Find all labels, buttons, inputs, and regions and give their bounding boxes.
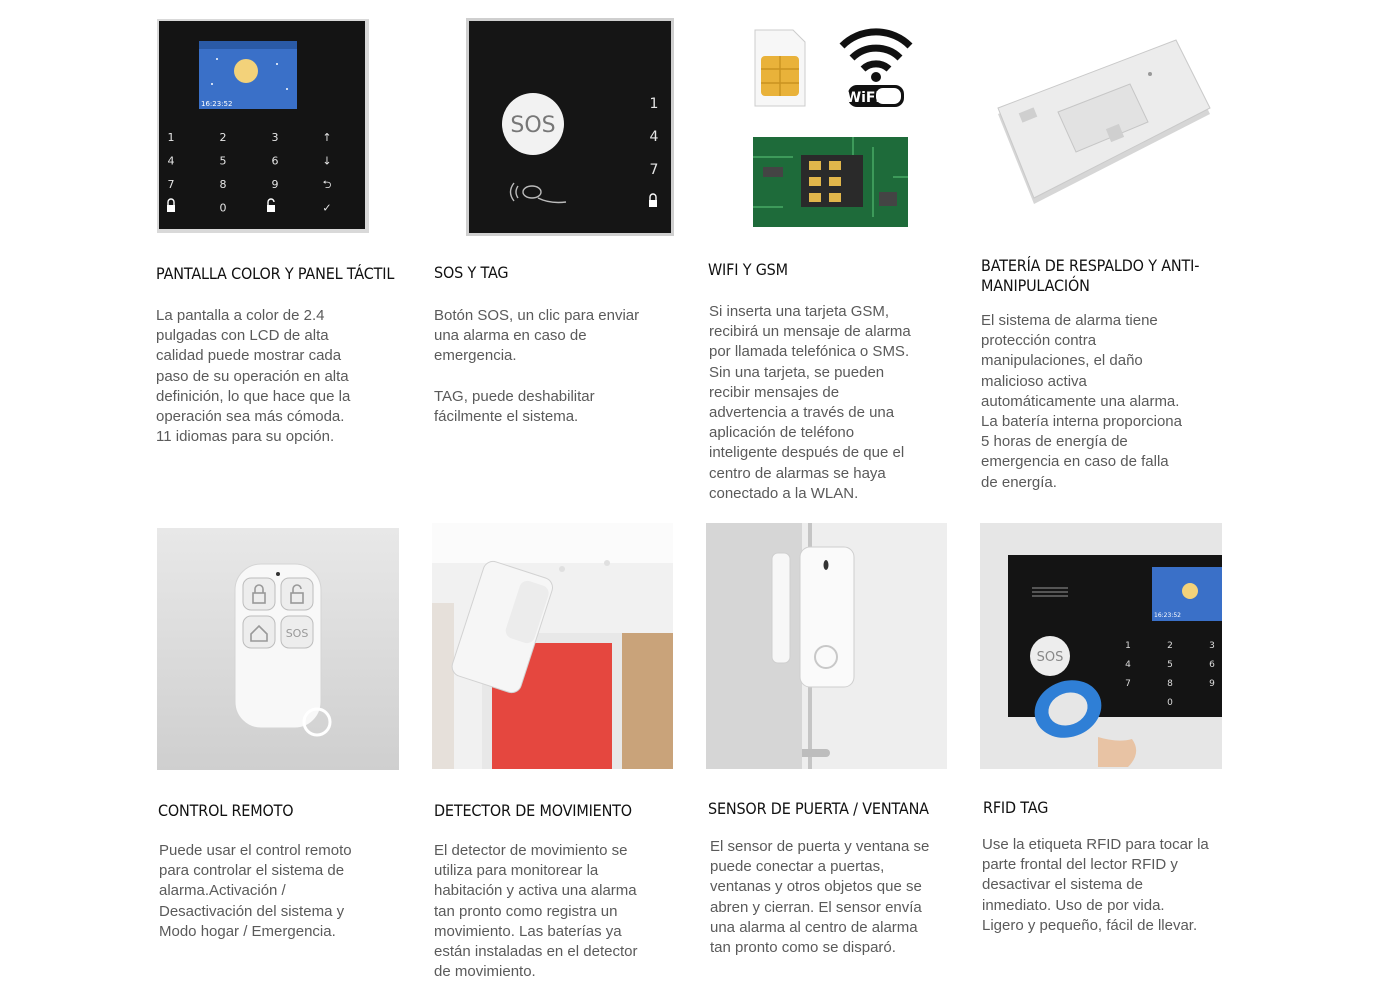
feature-description: El detector de movimiento se utiliza para monitorear la habitación y activa una alarma tan pronto como registra un movimiento. Las baterías ya están instaladas en el detector de movimiento. xyxy=(434,842,638,981)
feature-title: RFID TAG xyxy=(983,798,1049,817)
screen-time: 16:23:52 xyxy=(1154,612,1181,619)
keypad-key: ↓ xyxy=(322,154,332,168)
feature-title: DETECTOR DE MOVIMIENTO xyxy=(434,801,632,820)
door-sensor-image xyxy=(706,523,947,769)
alarm-panel-image xyxy=(157,19,369,233)
feature-title: BATERÍA DE RESPALDO Y ANTI-MANIPULACIÓN xyxy=(981,256,1200,295)
keypad-key: 5 xyxy=(219,154,227,168)
keypad-key: 6 xyxy=(1209,660,1215,670)
remote-control-image xyxy=(157,528,399,770)
wifi-icon xyxy=(836,24,916,109)
feature-title: WIFI Y GSM xyxy=(708,260,788,279)
keypad-key: 0 xyxy=(219,201,227,215)
feature-title: SOS Y TAG xyxy=(434,263,509,282)
keypad-key: 2 xyxy=(219,131,227,144)
keypad-key: 8 xyxy=(219,178,227,191)
feature-description: Botón SOS, un clic para enviar una alarma en caso de emergencia. TAG, puede deshabilitar fácilmente el sistema. xyxy=(434,307,640,426)
sos-label: SOS xyxy=(510,113,556,138)
keypad-key: ↑ xyxy=(322,131,332,144)
keypad-key: ✓ xyxy=(322,201,332,215)
keypad-key: 3 xyxy=(271,131,279,144)
keypad-key: 7 xyxy=(167,178,175,191)
keypad-key: 1 xyxy=(649,96,659,112)
feature-description: El sistema de alarma tiene protección contra manipulaciones, el daño malicioso activa automáticamente una alarma. La batería interna proporciona 5 horas de energía de emergencia en caso de falla de energía. xyxy=(981,312,1182,491)
keypad-key: 4 xyxy=(649,129,659,145)
feature-title: CONTROL REMOTO xyxy=(158,801,294,820)
feature-description: El sensor de puerta y ventana se puede conectar a puertas, ventanas y otros objetos que se abren y cierran. El sensor envía una alarma al centro de alarma tan pronto como se disparó. xyxy=(710,838,930,957)
feature-title: PANTALLA COLOR Y PANEL TÁCTIL xyxy=(156,264,395,283)
panel-back-image xyxy=(980,22,1222,232)
keypad-key: 9 xyxy=(1209,679,1215,689)
sos-label: SOS xyxy=(1036,650,1064,665)
keypad-key: 0 xyxy=(1167,698,1173,708)
keypad-key: ⮌ xyxy=(322,178,332,191)
keypad-key: 7 xyxy=(1125,679,1131,689)
wifi-label: WiFi xyxy=(845,90,881,106)
keypad-key: 1 xyxy=(167,131,175,144)
screen-time: 16:23:52 xyxy=(201,100,233,108)
feature-description: Si inserta una tarjeta GSM, recibirá un mensaje de alarma por llamada telefónica o SMS. Sin una tarjeta, se pueden recibir mensajes de advertencia a través de una aplicación de teléfono inteligente después de que el centro de alarmas se haya conectado a la WLAN. xyxy=(709,303,911,502)
keypad-key: 9 xyxy=(271,178,279,191)
keypad-key: 1 xyxy=(1125,641,1131,651)
feature-description: Puede usar el control remoto para controlar el sistema de alarma.Activación / Desactivación del sistema y Modo hogar / Emergencia. xyxy=(159,842,352,940)
keypad-key: 4 xyxy=(167,154,175,168)
feature-description: La pantalla a color de 2.4 pulgadas con LCD de alta calidad puede mostrar cada paso de su operación en alta definición, lo que hace que la operación sea más cómoda. 11 idiomas para su opción. xyxy=(156,307,351,446)
keypad-key: 2 xyxy=(1167,641,1173,651)
sim-card-icon xyxy=(753,28,807,108)
keypad-key: 6 xyxy=(271,154,279,168)
rfid-panel-image xyxy=(980,523,1222,769)
keypad-key: 4 xyxy=(1125,660,1131,670)
keypad-key: 7 xyxy=(649,162,659,178)
sos-panel-image xyxy=(466,18,674,236)
remote-sos-label: SOS xyxy=(285,627,309,640)
motion-detector-image xyxy=(432,523,673,769)
keypad-key: 3 xyxy=(1209,641,1215,651)
gsm-circuit-image xyxy=(753,137,908,227)
screen-sun-icon xyxy=(234,59,258,83)
feature-description: Use la etiqueta RFID para tocar la parte frontal del lector RFID y desactivar el sistema de inmediato. Uso de por vida. Ligero y pequeño, fácil de llevar. xyxy=(982,836,1209,934)
feature-title: SENSOR DE PUERTA / VENTANA xyxy=(708,799,929,818)
keypad-key: 8 xyxy=(1167,679,1173,689)
keypad-key: 5 xyxy=(1167,660,1173,670)
